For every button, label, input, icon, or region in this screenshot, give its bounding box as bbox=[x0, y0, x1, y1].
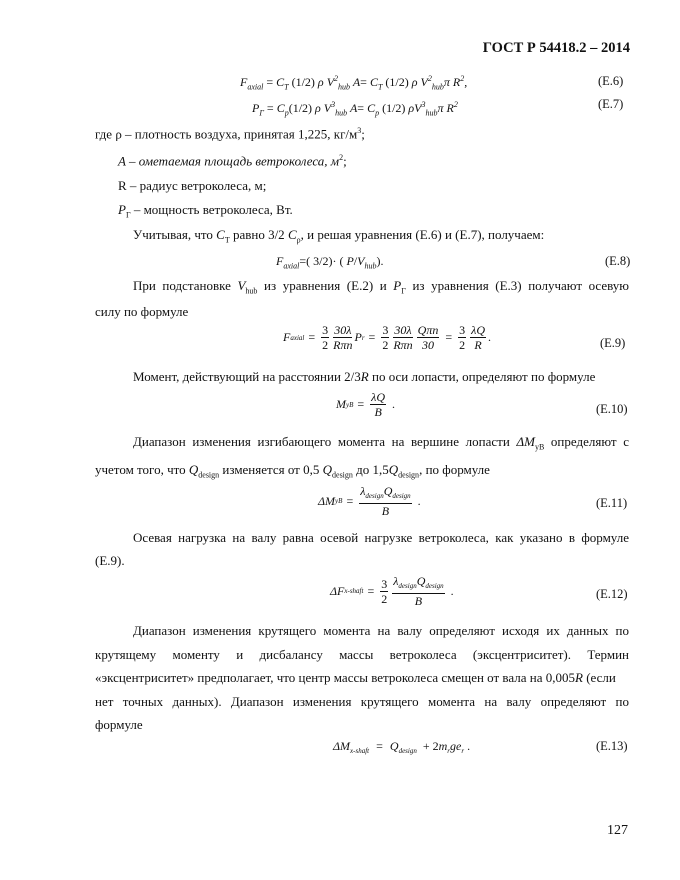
torque-paragraph-line4: нет точных данных). Диапазон изменения крутящего момента на валу определяют по bbox=[95, 694, 629, 709]
definition-power: $P_\Gamma$ – мощность ветроколеса, Вт. bbox=[118, 202, 293, 220]
definition-rho: где ρ – плотность воздуха, принятая 1,225, $кг/м^3$; bbox=[95, 126, 365, 142]
equation-e9: F axial = $\frac{3}{2}$ $\frac{30\lambda}{\text{Rπn}}$ P r = $\frac{3}{2}$ $\frac{30\lambda}{\text{Rπn}}$ $\frac{\text{Qπn}}{30}$ = $\frac{3}{2}$ $\frac{\lambda Q}{R}$ . bbox=[283, 323, 492, 352]
equation-e6: $F_{axial} = C_T$ (1/2) ρ $V^2_{hub}$ $A= C_T$ (1/2) ρ $V^2_{hub}\pi$ $R^2$, bbox=[240, 74, 468, 92]
range-paragraph-line1: Диапазон изменения изгибающего момента на вершине лопасти $\Delta M_{yB}$ определяют с bbox=[133, 434, 629, 452]
torque-paragraph-line5: формуле bbox=[95, 717, 143, 732]
equation-e11: ΔM yB = $\frac{\lambda_{design}Q_{design}}{B}$ . bbox=[318, 484, 421, 518]
standard-header: ГОСТ Р 54418.2 – 2014 bbox=[482, 40, 630, 56]
equation-number: (Е.13) bbox=[596, 739, 628, 753]
equation-number: (Е.6) bbox=[598, 74, 624, 88]
torque-paragraph-line3: «эксцентриситет» предполагает, что центр массы ветроколеса смещен от вала на 0,005R (если bbox=[95, 670, 616, 685]
torque-paragraph-line2: крутящему моменту и дисбалансу массы ветроколеса (эксцентриситет). Термин bbox=[95, 647, 629, 662]
equation-e13: $\Delta M_{x-shaft} = Q_{design} + 2m_rge_r$ . bbox=[333, 739, 471, 755]
equation-e10: M yB = $\frac{\lambda Q}{B}$ . bbox=[336, 390, 396, 419]
equation-e8: $F_{axial}=$( 3/2)· ( $P/V_{hub}$). bbox=[276, 254, 384, 271]
page-number: 127 bbox=[607, 823, 628, 838]
moment-paragraph: Момент, действующий на расстоянии 2/3R по оси лопасти, определяют по формуле bbox=[133, 369, 596, 384]
equation-number: (Е.7) bbox=[598, 97, 624, 111]
substitution-paragraph-line1: При подстановке $V_{hub}$ из уравнения (Е.2) и $P_\Gamma$ из уравнения (Е.3) получают осевую bbox=[133, 278, 630, 296]
torque-paragraph-line1: Диапазон изменения крутящего момента на валу определяют исходя их данных по bbox=[133, 623, 629, 638]
equation-number: (Е.9) bbox=[600, 336, 626, 350]
definition-radius: R – радиус ветроколеса, м; bbox=[118, 178, 267, 193]
substitution-paragraph-line2: силу по формуле bbox=[95, 304, 189, 319]
equation-number: (Е.11) bbox=[596, 496, 628, 510]
axial-paragraph-line1: Осевая нагрузка на валу равна осевой нагрузке ветроколеса, как указано в формуле bbox=[133, 530, 629, 545]
considering-paragraph: Учитывая, что $C_T$ равно 3/2 $C_\rho$, и решая уравнения (Е.6) и (Е.7), получаем: bbox=[133, 227, 545, 245]
definition-area: A – ометаемая площадь ветроколеса, $м^2$; bbox=[118, 153, 347, 169]
equation-e12: ΔF x-shaft = $\frac{3}{2}$ $\frac{\lambda_{design}Q_{design}}{B}$ . bbox=[330, 574, 454, 608]
range-paragraph-line2: учетом того, что $Q_{design}$ изменяется от 0,5 $Q_{design}$ до $1,5Q_{design}$, по формуле bbox=[95, 462, 490, 480]
axial-paragraph-line2: (Е.9). bbox=[95, 553, 125, 568]
equation-number: (Е.8) bbox=[605, 254, 631, 268]
equation-number: (Е.10) bbox=[596, 402, 628, 416]
equation-number: (Е.12) bbox=[596, 587, 628, 601]
equation-e7: $P_\Gamma = C_p(1/2)$ ρ $V^3_{hub}$ $A= C_p$ (1/2) $\rho V^3_{hub}\pi$ $R^2$ bbox=[252, 100, 458, 118]
